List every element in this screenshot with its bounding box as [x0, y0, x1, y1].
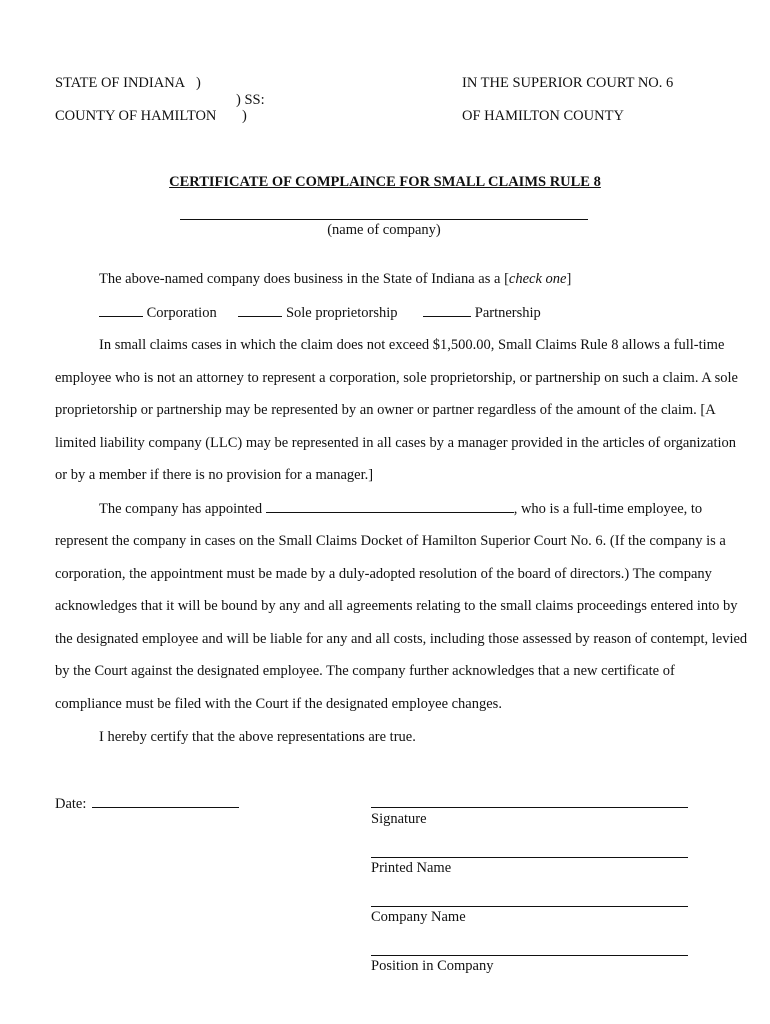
company-name-field[interactable]: [180, 219, 588, 220]
appointment-lead: The company has appointed: [99, 501, 263, 517]
para1-line: limited liability company (LLC) may be represented in all cases by a manager provided in the articles of organization: [55, 435, 737, 451]
intro-tail: ]: [566, 271, 572, 287]
partnership-label: Partnership: [474, 305, 541, 321]
position-field[interactable]: [371, 955, 688, 956]
company-name-signature-field[interactable]: [371, 906, 688, 907]
printed-name-label: Printed Name: [371, 860, 452, 876]
signature-label: Signature: [371, 811, 427, 827]
court-label: IN THE SUPERIOR COURT NO. 6: [462, 75, 674, 91]
para2-line: by the Court against the designated employee. The company further acknowledges that a new certificate of: [55, 663, 675, 679]
date-row: [55, 795, 239, 813]
para2-line: compliance must be filed with the Court if the designated employee changes.: [55, 696, 502, 712]
certify-statement: I hereby certify that the above representations are true.: [99, 729, 416, 745]
partnership-check-blank[interactable]: [423, 304, 471, 317]
corporation-label: Corporation: [146, 305, 217, 321]
printed-name-field[interactable]: [371, 857, 688, 858]
ss-label: ) SS:: [236, 92, 265, 108]
state-label: STATE OF INDIANA: [55, 75, 185, 91]
date-label: Date:: [55, 796, 87, 812]
para2-line: the designated employee and will be liable for any and all costs, including those assessed by reason of contempt, levied: [55, 631, 748, 647]
appointment-line: [99, 500, 702, 518]
para2-line: acknowledges that it will be bound by any and all agreements relating to the small claims proceedings entered into by: [55, 598, 738, 614]
signature-field[interactable]: [371, 807, 688, 808]
para1-line: In small claims cases in which the claim does not exceed $1,500.00, Small Claims Rule 8 allows a full-time: [99, 337, 725, 353]
court-county-label: OF HAMILTON COUNTY: [462, 108, 624, 124]
corporation-check-blank[interactable]: [99, 304, 143, 317]
entity-options: [99, 304, 541, 322]
sole-proprietorship-label: Sole proprietorship: [285, 305, 398, 321]
intro-lead: The above-named company does business in the State of Indiana as a [: [99, 271, 509, 287]
appointed-employee-field[interactable]: [266, 500, 514, 513]
appointment-tail: , who is a full-time employee, to: [513, 501, 703, 517]
caption-paren: ): [195, 75, 201, 91]
intro-text: [99, 271, 571, 288]
company-name-label: (name of company): [327, 222, 441, 238]
date-field[interactable]: [92, 795, 239, 808]
sole-proprietorship-check-blank[interactable]: [238, 304, 282, 317]
para2-line: represent the company in cases on the Small Claims Docket of Hamilton Superior Court No. 6. (If the company is a: [55, 533, 726, 549]
county-label: COUNTY OF HAMILTON: [55, 108, 217, 124]
para1-line: proprietorship or partnership may be represented by an owner or partner regardless of the amount of the claim. [A: [55, 402, 716, 418]
para1-line: or by a member if there is no provision for a manager.]: [55, 467, 374, 483]
state-caption: [55, 75, 201, 92]
para1-line: employee who is not an attorney to represent a corporation, sole proprietorship, or partnership on such a claim. A sole: [55, 370, 738, 386]
caption-paren: ): [242, 108, 247, 124]
company-name-signature-label: Company Name: [371, 909, 466, 925]
para2-line: corporation, the appointment must be made by a duly-adopted resolution of the board of directors.) The company: [55, 566, 712, 582]
position-label: Position in Company: [371, 958, 494, 974]
check-one-text: check one: [508, 271, 567, 287]
document-title: CERTIFICATE OF COMPLAINCE FOR SMALL CLAIMS RULE 8: [169, 174, 601, 190]
county-caption: [55, 108, 247, 125]
